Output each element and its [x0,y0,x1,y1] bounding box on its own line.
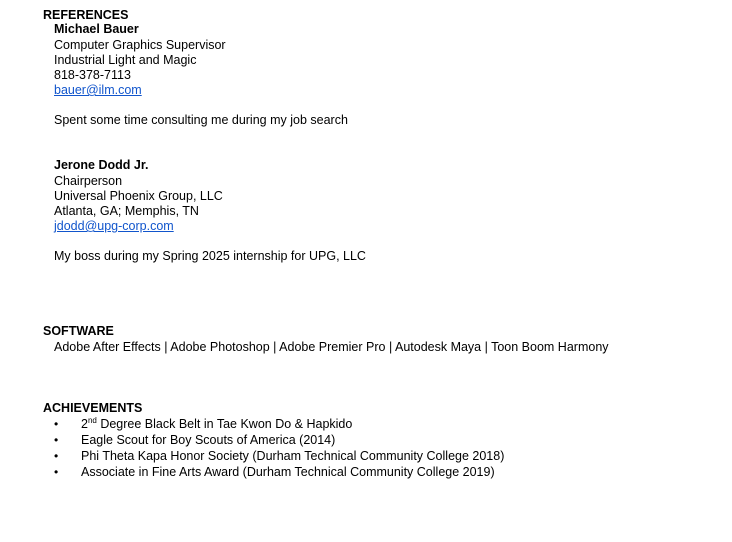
list-item [54,464,504,480]
list-item [54,432,504,448]
achievement-1-prefix: 2 [81,417,88,431]
achievement-1-superscript: nd [87,415,97,425]
bullet-icon: • [54,433,59,447]
achievements-heading: ACHIEVEMENTS [43,401,143,415]
achievement-text-3: Phi Theta Kapa Honor Society (Durham Technical Community College 2018) [81,449,505,463]
achievement-text-1 [81,417,352,431]
software-heading: SOFTWARE [43,324,114,338]
ref2-email-link[interactable]: jdodd@upg-corp.com [54,219,174,233]
ref1-company: Industrial Light and Magic [54,53,197,67]
ref2-email-line [54,219,174,234]
bullet-icon: • [54,449,59,463]
ref1-name: Michael Bauer [54,22,139,36]
achievement-text-2: Eagle Scout for Boy Scouts of America (2014) [81,433,336,447]
ref2-note: My boss during my Spring 2025 internship for UPG, LLC [54,249,366,263]
ref2-name: Jerone Dodd Jr. [54,158,149,172]
references-heading: REFERENCES [43,8,129,22]
ref1-note: Spent some time consulting me during my job search [54,113,348,127]
ref1-title: Computer Graphics Supervisor [54,38,226,52]
ref2-title: Chairperson [54,174,123,188]
software-list: Adobe After Effects | Adobe Photoshop | Adobe Premier Pro | Autodesk Maya | Toon Boom Harmony [54,340,609,354]
ref1-email-line [54,83,142,98]
ref2-company: Universal Phoenix Group, LLC [54,189,223,203]
ref2-location: Atlanta, GA; Memphis, TN [54,204,199,218]
achievements-list [54,416,504,480]
list-item [54,448,504,464]
ref1-phone: 818-378-7113 [54,68,131,82]
list-item [54,416,504,432]
bullet-icon: • [54,417,59,431]
achievement-1-rest: Degree Black Belt in Tae Kwon Do & Hapkido [96,417,353,431]
bullet-icon: • [54,465,59,479]
achievement-text-4: Associate in Fine Arts Award (Durham Technical Community College 2019) [81,465,495,479]
ref1-email-link[interactable]: bauer@ilm.com [54,83,142,97]
